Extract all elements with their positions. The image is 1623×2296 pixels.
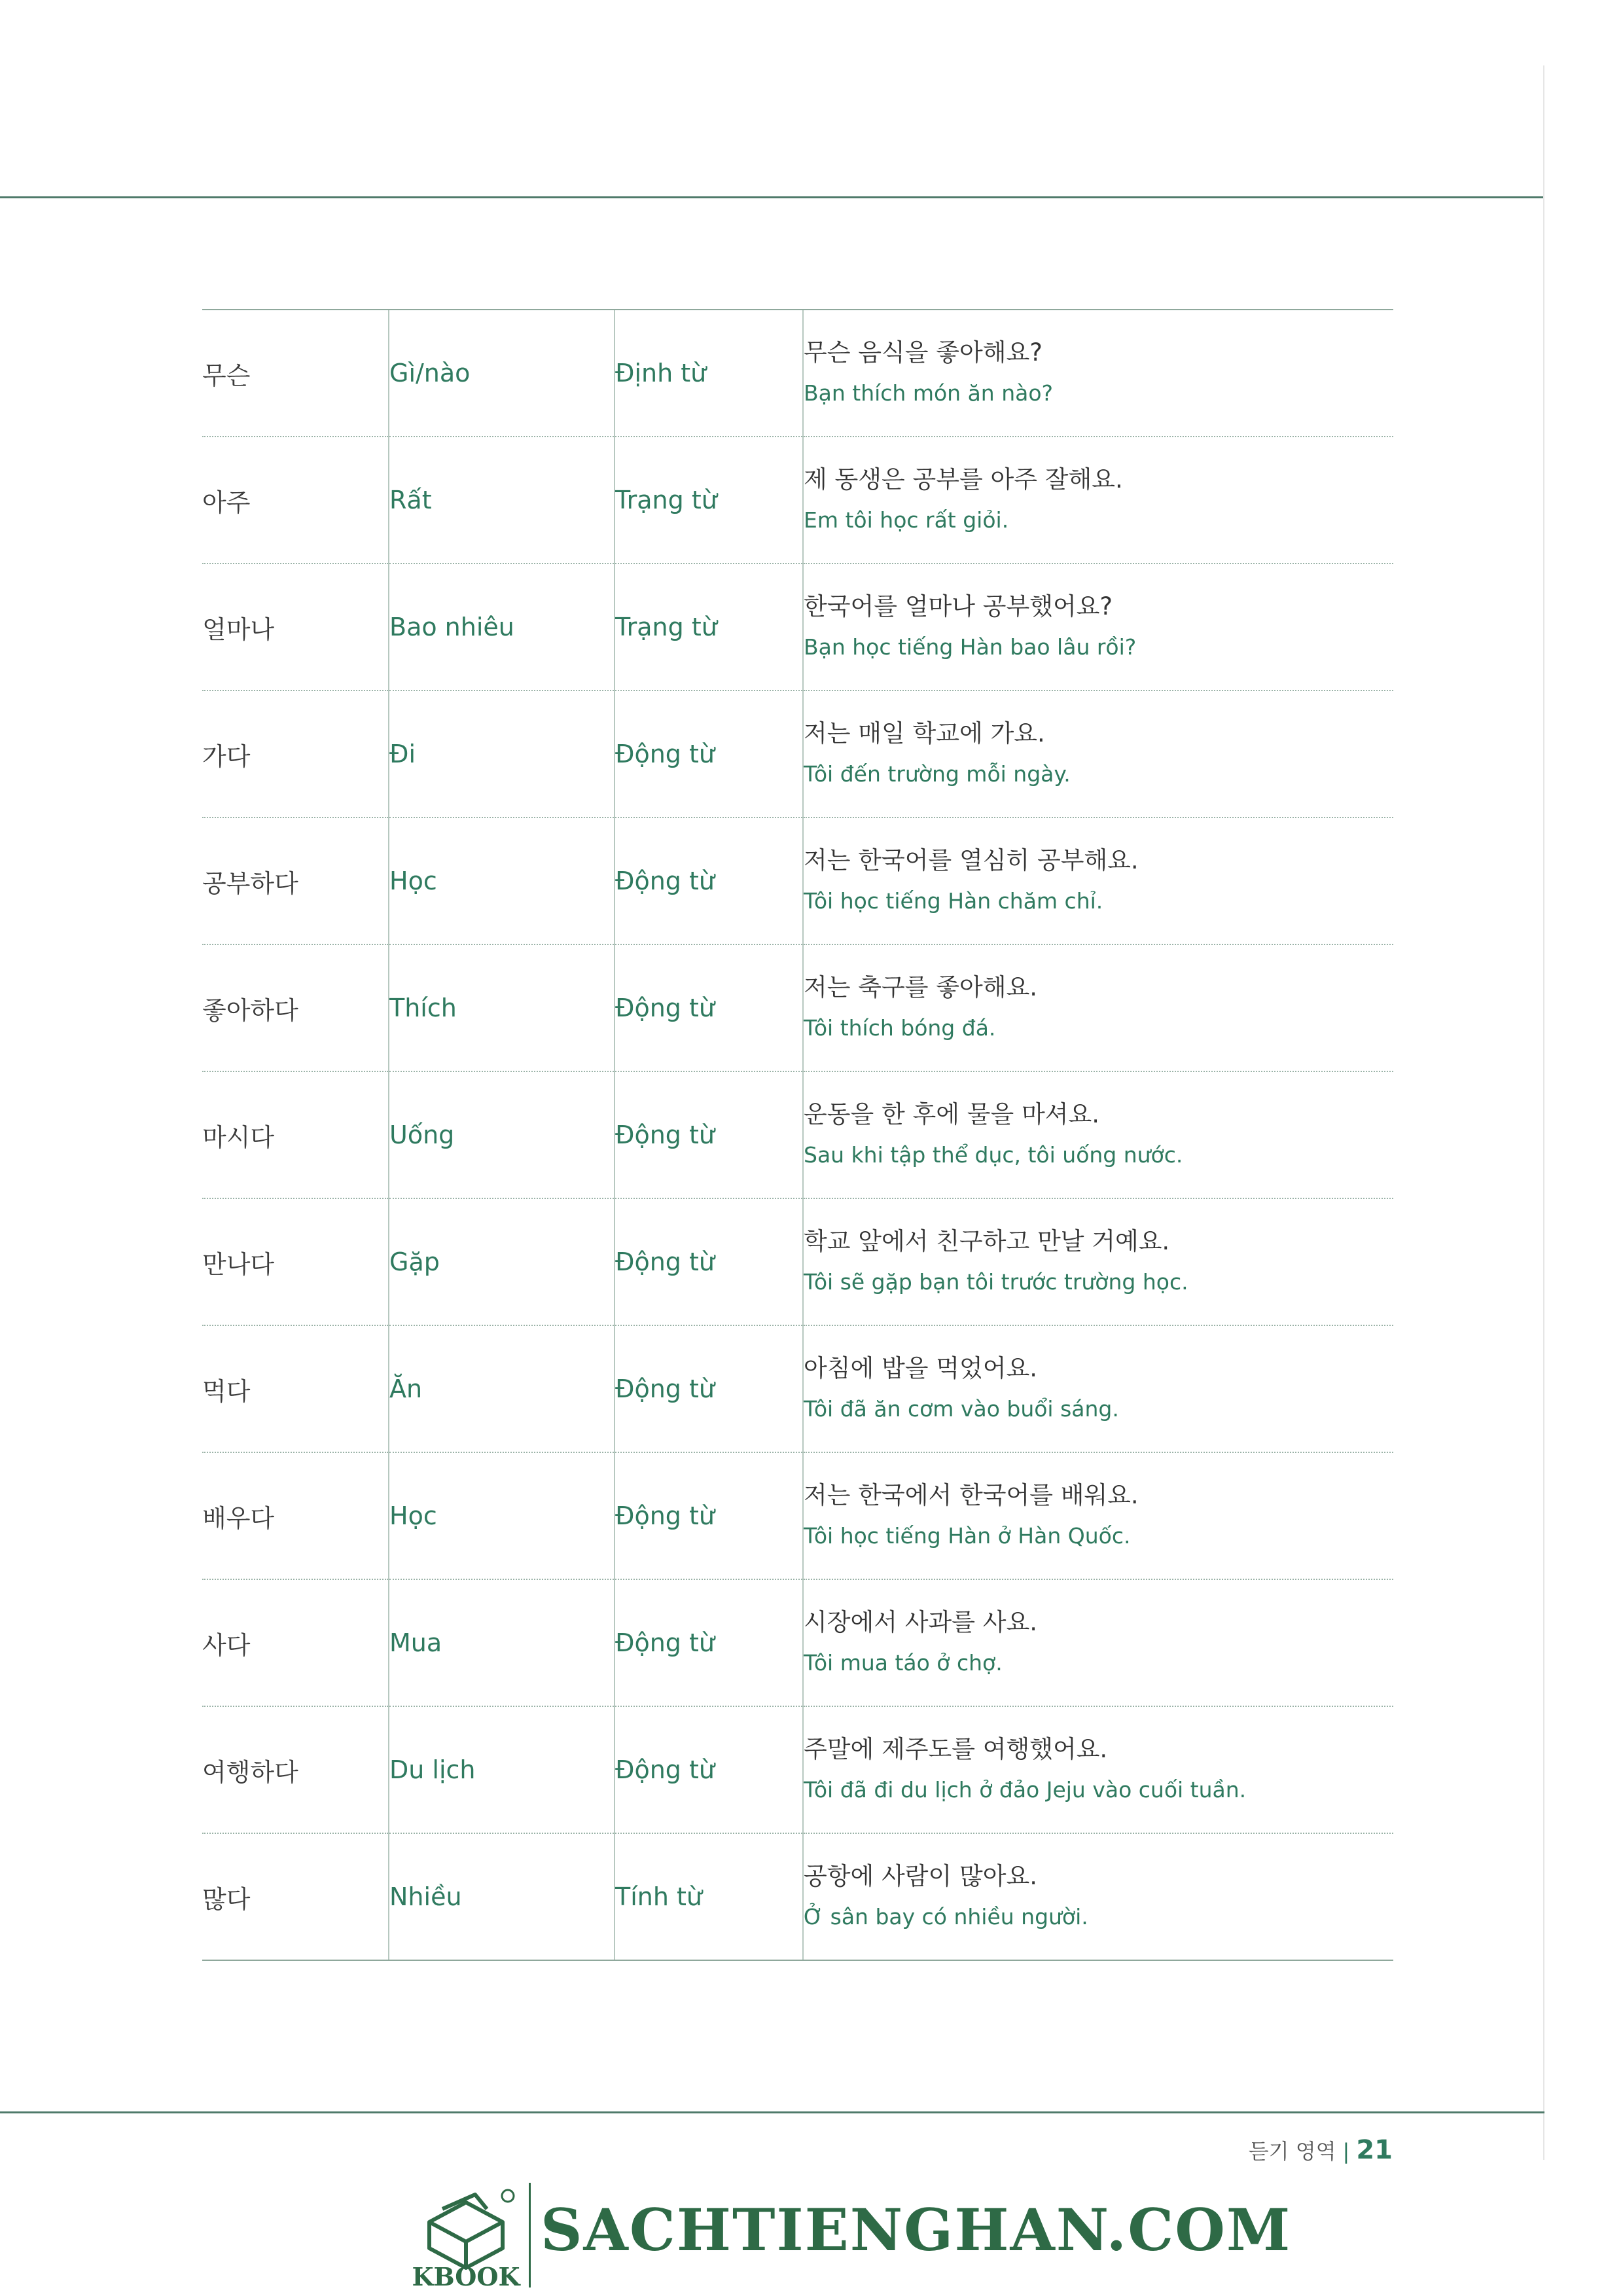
example-cell — [803, 1198, 1393, 1325]
part-of-speech: Định từ — [615, 310, 803, 437]
example-vietnamese: Ở sân bay có nhiều người. — [804, 1904, 1088, 1929]
example-cell — [803, 437, 1393, 564]
table-row — [202, 1071, 1393, 1198]
part-of-speech: Động từ — [615, 691, 803, 817]
example-korean: 공항에 사람이 많아요. — [804, 1862, 1037, 1890]
example-cell — [803, 1833, 1393, 1960]
part-of-speech: Động từ — [615, 944, 803, 1071]
vocabulary-table — [202, 309, 1393, 1961]
example-cell — [803, 1071, 1393, 1198]
vietnamese-meaning: Rất — [389, 437, 615, 564]
vietnamese-meaning: Uống — [389, 1071, 615, 1198]
example-cell — [803, 1452, 1393, 1579]
example-vietnamese: Tôi đã ăn cơm vào buổi sáng. — [804, 1396, 1119, 1422]
header-rule — [0, 196, 1544, 198]
example-cell — [803, 1706, 1393, 1833]
vietnamese-meaning: Gì/nào — [389, 310, 615, 437]
korean-word: 아주 — [202, 437, 389, 564]
vocabulary-table-body — [202, 310, 1393, 1960]
vietnamese-meaning: Mua — [389, 1579, 615, 1706]
example-cell — [803, 310, 1393, 437]
example-korean: 시장에서 사과를 사요. — [804, 1608, 1037, 1636]
example-korean: 한국어를 얼마나 공부했어요? — [804, 592, 1113, 620]
example-vietnamese: Tôi học tiếng Hàn ở Hàn Quốc. — [804, 1523, 1131, 1549]
example-korean: 운동을 한 후에 물을 마셔요. — [804, 1100, 1099, 1128]
table-row — [202, 437, 1393, 564]
logo-text: KBOOK — [412, 2262, 520, 2291]
table-row — [202, 564, 1393, 691]
table-row — [202, 1325, 1393, 1452]
korean-word: 가다 — [202, 691, 389, 817]
korean-word: 공부하다 — [202, 817, 389, 944]
part-of-speech: Động từ — [615, 1452, 803, 1579]
example-vietnamese: Tôi sẽ gặp bạn tôi trước trường học. — [804, 1269, 1188, 1295]
korean-word: 무슨 — [202, 310, 389, 437]
table-row — [202, 1706, 1393, 1833]
table-row — [202, 1833, 1393, 1960]
korean-word: 좋아하다 — [202, 944, 389, 1071]
example-korean: 주말에 제주도를 여행했어요. — [804, 1735, 1108, 1763]
example-vietnamese: Tôi mua táo ở chợ. — [804, 1650, 1003, 1676]
example-korean: 아침에 밥을 먹었어요. — [804, 1354, 1037, 1382]
korean-word: 많다 — [202, 1833, 389, 1960]
logo-divider — [529, 2183, 531, 2287]
example-korean: 제 동생은 공부를 아주 잘해요. — [804, 465, 1123, 493]
example-vietnamese: Tôi đến trường mỗi ngày. — [804, 761, 1071, 787]
table-row — [202, 817, 1393, 944]
korean-word: 만나다 — [202, 1198, 389, 1325]
example-vietnamese: Bạn thích món ăn nào? — [804, 380, 1054, 406]
part-of-speech: Trạng từ — [615, 564, 803, 691]
vietnamese-meaning: Bao nhiêu — [389, 564, 615, 691]
vietnamese-meaning: Gặp — [389, 1198, 615, 1325]
table-row — [202, 944, 1393, 1071]
example-korean: 저는 매일 학교에 가요. — [804, 719, 1045, 747]
table-row — [202, 310, 1393, 437]
footer-rule — [0, 2111, 1544, 2113]
part-of-speech: Động từ — [615, 1325, 803, 1452]
korean-word: 먹다 — [202, 1325, 389, 1452]
part-of-speech: Động từ — [615, 817, 803, 944]
example-vietnamese: Sau khi tập thể dục, tôi uống nước. — [804, 1142, 1183, 1168]
example-vietnamese: Bạn học tiếng Hàn bao lâu rồi? — [804, 634, 1137, 660]
example-korean: 무슨 음식을 좋아해요? — [804, 338, 1043, 367]
vietnamese-meaning: Nhiều — [389, 1833, 615, 1960]
example-cell — [803, 1579, 1393, 1706]
footer-separator: | — [1342, 2139, 1350, 2164]
part-of-speech: Trạng từ — [615, 437, 803, 564]
vietnamese-meaning: Du lịch — [389, 1706, 615, 1833]
korean-word: 사다 — [202, 1579, 389, 1706]
part-of-speech: Động từ — [615, 1198, 803, 1325]
example-cell — [803, 817, 1393, 944]
part-of-speech: Động từ — [615, 1071, 803, 1198]
example-korean: 저는 축구를 좋아해요. — [804, 973, 1037, 1001]
example-vietnamese: Em tôi học rất giỏi. — [804, 507, 1009, 533]
page-edge — [1543, 65, 1544, 2160]
korean-word: 마시다 — [202, 1071, 389, 1198]
vietnamese-meaning: Thích — [389, 944, 615, 1071]
vietnamese-meaning: Học — [389, 817, 615, 944]
section-label: 듣기 영역 — [1248, 2139, 1336, 2164]
page-footer — [1249, 2135, 1393, 2165]
vietnamese-meaning: Đi — [389, 691, 615, 817]
example-cell — [803, 691, 1393, 817]
part-of-speech: Động từ — [615, 1579, 803, 1706]
vietnamese-meaning: Học — [389, 1452, 615, 1579]
table-row — [202, 1452, 1393, 1579]
table-row — [202, 691, 1393, 817]
korean-word: 여행하다 — [202, 1706, 389, 1833]
example-vietnamese: Tôi học tiếng Hàn chăm chỉ. — [804, 888, 1103, 914]
example-korean: 학교 앞에서 친구하고 만날 거예요. — [804, 1227, 1170, 1255]
page-number: 21 — [1356, 2135, 1393, 2165]
table-row — [202, 1198, 1393, 1325]
example-cell — [803, 564, 1393, 691]
korean-word: 배우다 — [202, 1452, 389, 1579]
example-cell — [803, 1325, 1393, 1452]
example-korean: 저는 한국에서 한국어를 배워요. — [804, 1481, 1139, 1509]
part-of-speech: Tính từ — [615, 1833, 803, 1960]
example-korean: 저는 한국어를 열심히 공부해요. — [804, 846, 1139, 874]
example-vietnamese: Tôi đã đi du lịch ở đảo Jeju vào cuối tuần. — [804, 1777, 1247, 1803]
part-of-speech: Động từ — [615, 1706, 803, 1833]
example-vietnamese: Tôi thích bóng đá. — [804, 1015, 996, 1041]
example-cell — [803, 944, 1393, 1071]
korean-word: 얼마나 — [202, 564, 389, 691]
table-row — [202, 1579, 1393, 1706]
site-name: SACHTIENGHAN.COM — [541, 2196, 1292, 2264]
vietnamese-meaning: Ăn — [389, 1325, 615, 1452]
